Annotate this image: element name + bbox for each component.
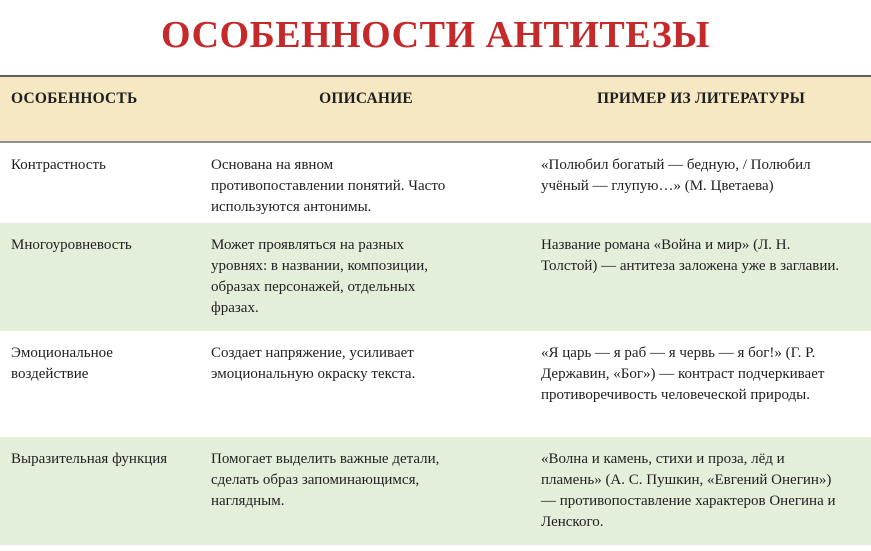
cell-feature: Многоуровневость [11, 237, 132, 253]
column-header-example: ПРИМЕР ИЗ ЛИТЕРАТУРЫ [596, 90, 805, 107]
table-header-row [0, 75, 871, 143]
cell-example: Название романа «Война и мир» (Л. Н. Толстой) — антитеза заложена уже в заглавии. [541, 237, 840, 274]
cell-feature: Контрастность [11, 157, 106, 173]
table-row [0, 437, 871, 545]
table-row [0, 331, 871, 437]
cell-description: Помогает выделить важные детали, сделать образ запоминающимся, наглядным. [211, 451, 440, 509]
features-table [0, 75, 871, 545]
table-row [0, 143, 871, 223]
cell-description: Создает напряжение, усиливает эмоциональную окраску текста. [211, 345, 416, 382]
cell-example: «Волна и камень, стихи и проза, лёд и пламень» (А. С. Пушкин, «Евгений Онегин») — противопоставление характеров Онегина и Ленского. [541, 451, 836, 530]
cell-feature: Выразительная функция [11, 451, 168, 467]
column-header-description: ОПИСАНИЕ [319, 90, 413, 107]
cell-example: «Я царь — я раб — я червь — я бог!» (Г. Р. Державин, «Бог») — контраст подчеркивает противоречивость человеческой природы. [541, 345, 825, 403]
column-header-feature: ОСОБЕННОСТЬ [11, 90, 138, 107]
page-title: ОСОБЕННОСТИ АНТИТЕЗЫ [161, 14, 710, 56]
cell-feature: Эмоциональное воздействие [11, 345, 113, 382]
cell-description: Может проявляться на разных уровнях: в названии, композиции, образах персонажей, отдельных фразах. [211, 237, 429, 316]
table-row [0, 223, 871, 331]
cell-description: Основана на явном противопоставлении понятий. Часто используются антонимы. [211, 157, 446, 215]
cell-example: «Полюбил богатый — бедную, / Полюбил учёный — глупую…» (М. Цветаева) [541, 157, 811, 194]
